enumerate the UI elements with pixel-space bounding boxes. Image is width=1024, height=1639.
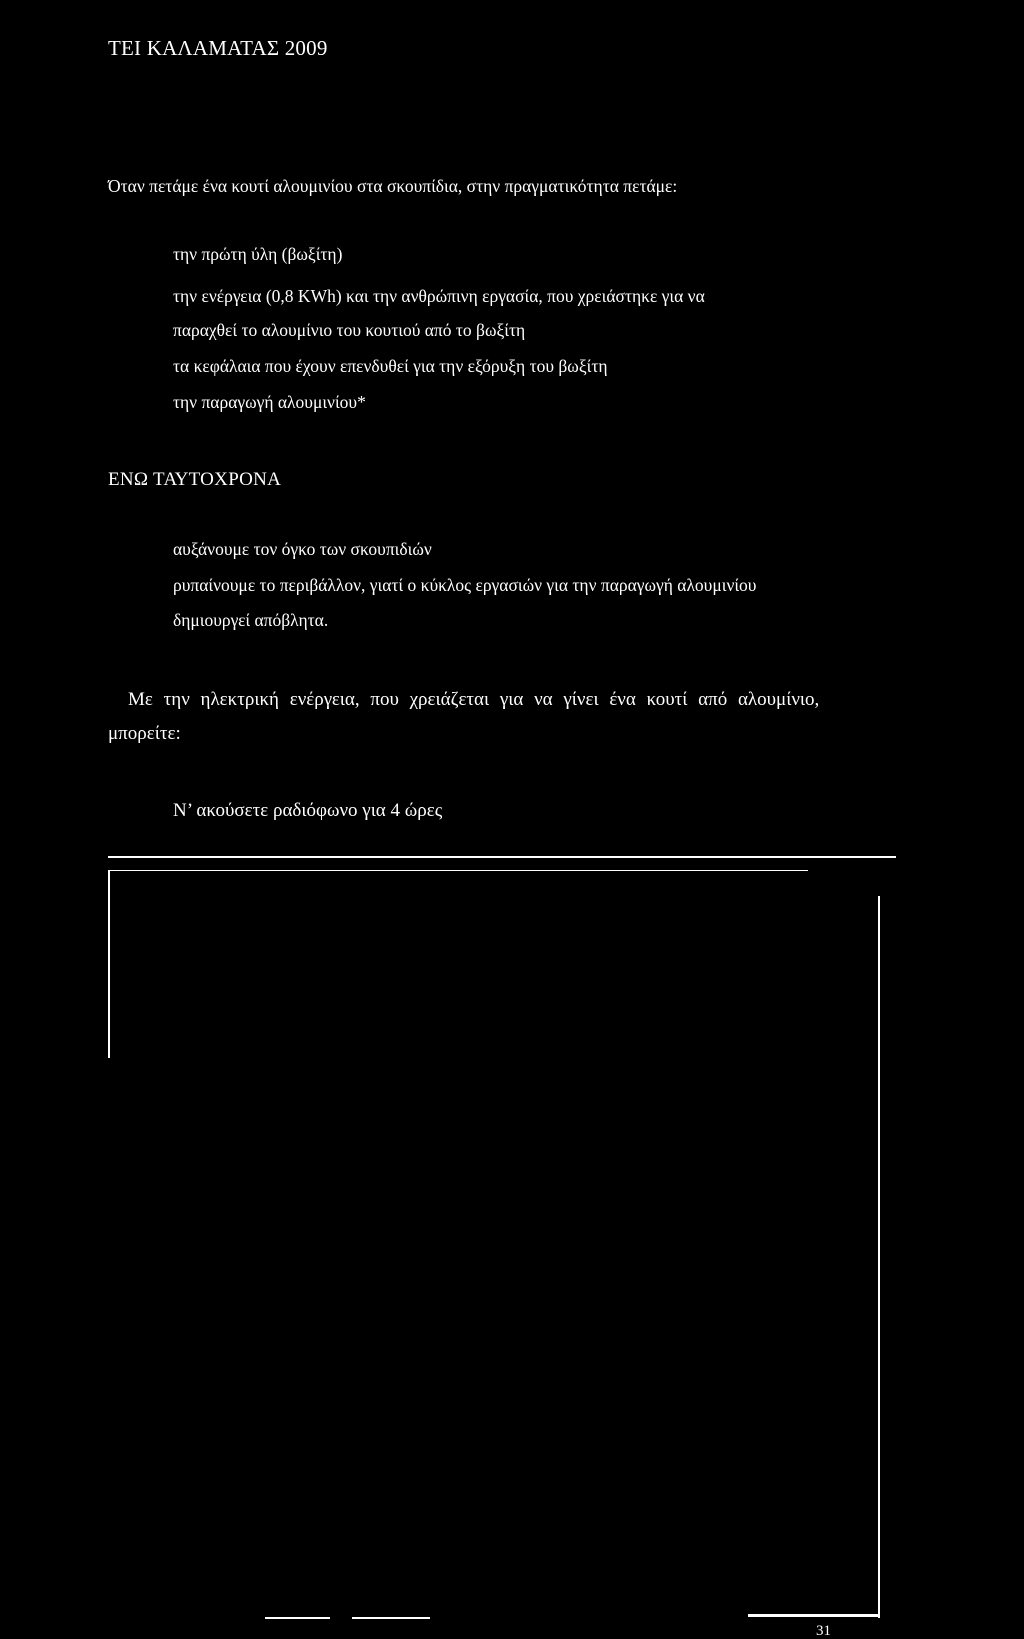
list-item: ρυπαίνουμε το περιβάλλον, γιατί ο κύκλος εργασιών για την παραγωγή αλουμινίου	[173, 575, 757, 595]
example-item: Ν’ ακούσετε ραδιόφωνο για 4 ώρες	[173, 800, 443, 821]
frame-top-line	[108, 870, 808, 871]
bottom-dash	[748, 1614, 878, 1617]
list-item: δημιουργεί απόβλητα.	[173, 610, 329, 630]
paragraph-line: μπορείτε:	[108, 723, 181, 744]
paragraph-line: Με την ηλεκτρική ενέργεια, που χρειάζεται για να γίνει ένα κουτί από αλουμίνιο,	[128, 689, 820, 710]
list-item: τα κεφάλαια που έχουν επενδυθεί για την εξόρυξη του βωξίτη	[173, 356, 608, 376]
top-rule	[108, 856, 896, 858]
list-item: παραχθεί το αλουμίνιο του κουτιού από το βωξίτη	[173, 320, 526, 340]
bottom-dash	[265, 1617, 330, 1619]
intro-sentence: Όταν πετάμε ένα κουτί αλουμινίου στα σκουπίδια, στην πραγματικότητα πετάμε:	[108, 176, 678, 196]
list-item: την πρώτη ύλη (βωξίτη)	[173, 244, 343, 264]
bottom-dash	[352, 1617, 430, 1619]
page-header: ΤΕΙ ΚΑΛΑΜΑΤΑΣ 2009	[108, 36, 328, 60]
list-item: την ενέργεια (0,8 KWh) και την ανθρώπινη εργασία, που χρειάστηκε για να	[173, 286, 705, 306]
frame-right-line	[878, 896, 880, 1618]
list-item: την παραγωγή αλουμινίου*	[173, 392, 366, 412]
frame-left-line	[108, 870, 110, 1058]
list-item: αυξάνουμε τον όγκο των σκουπιδιών	[173, 539, 432, 559]
page-number: 31	[816, 1623, 831, 1639]
section-heading: ΕΝΩ ΤΑΥΤΟΧΡΟΝΑ	[108, 469, 282, 490]
